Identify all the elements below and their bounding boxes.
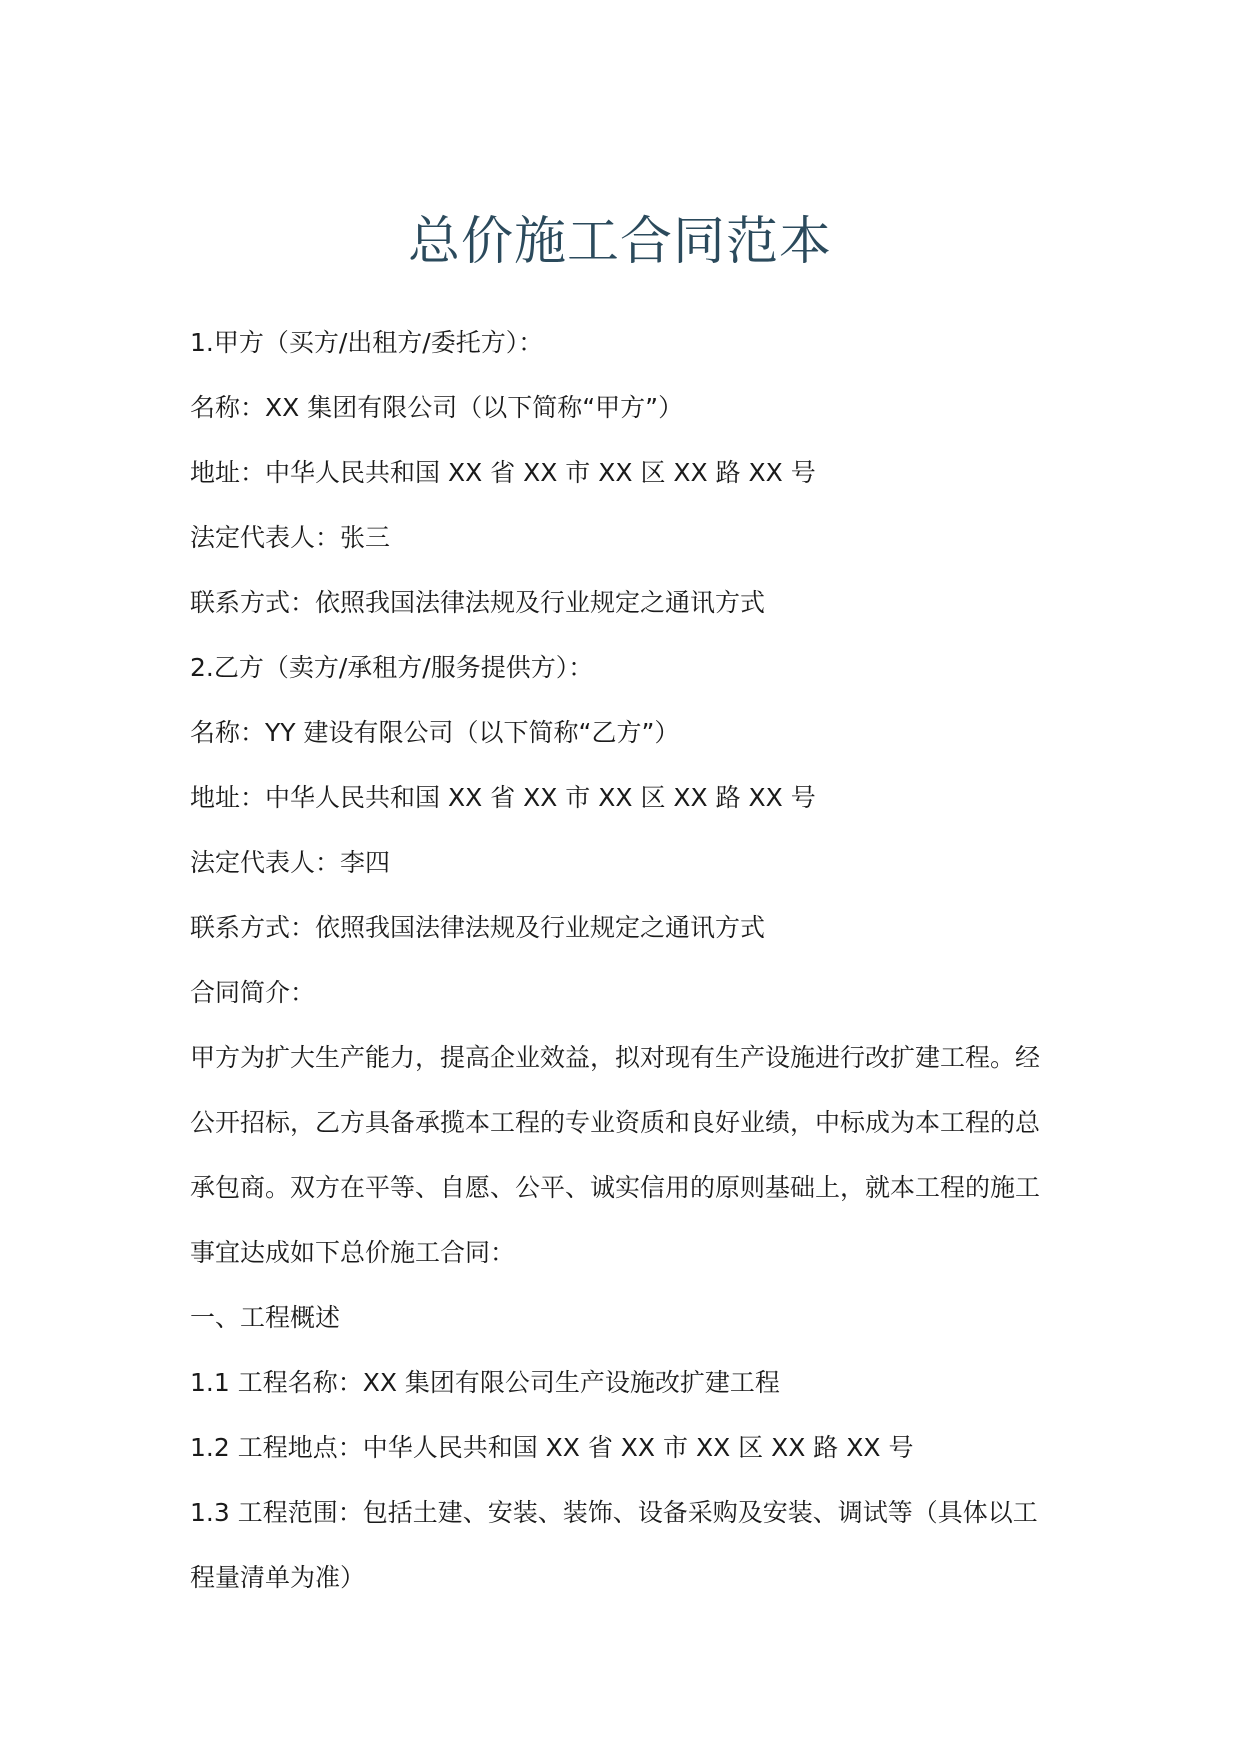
contract-intro-heading: 合同简介：	[190, 978, 316, 1007]
intro-line: 事宜达成如下总价施工合同：	[190, 1238, 516, 1267]
item-project-scope: 1.3 工程范围：包括土建、安装、装饰、设备采购及安装、调试等（具体以工	[190, 1498, 1038, 1527]
party-b-contact: 联系方式：依照我国法律法规及行业规定之通讯方式	[190, 913, 766, 942]
item-project-scope-continuation: 程量清单为准）	[190, 1563, 366, 1592]
section-heading: 一、工程概述	[190, 1303, 341, 1332]
document-title: 总价施工合同范本	[407, 212, 832, 272]
party-b-representative: 法定代表人：李四	[190, 848, 391, 877]
intro-line: 公开招标，乙方具备承揽本工程的专业资质和良好业绩，中标成为本工程的总	[190, 1108, 1041, 1137]
party-b-name: 名称：YY 建设有限公司（以下简称“乙方”）	[190, 718, 680, 747]
party-a-contact: 联系方式：依照我国法律法规及行业规定之通讯方式	[190, 588, 766, 617]
item-project-location: 1.2 工程地点：中华人民共和国 XX 省 XX 市 XX 区 XX 路 XX 号	[190, 1433, 914, 1462]
intro-line: 承包商。双方在平等、自愿、公平、诚实信用的原则基础上，就本工程的施工	[190, 1173, 1041, 1202]
party-a-representative: 法定代表人：张三	[190, 523, 391, 552]
party-b-heading: 2.乙方（卖方/承租方/服务提供方）：	[190, 653, 594, 682]
contract-intro-paragraph	[190, 1025, 1050, 1285]
party-a-address: 地址：中华人民共和国 XX 省 XX 市 XX 区 XX 路 XX 号	[190, 458, 816, 487]
party-a-name: 名称：XX 集团有限公司（以下简称“甲方”）	[190, 393, 684, 422]
party-a-heading: 1.甲方（买方/出租方/委托方）：	[190, 328, 544, 357]
intro-line: 甲方为扩大生产能力，提高企业效益，拟对现有生产设施进行改扩建工程。经	[190, 1043, 1041, 1072]
party-b-address: 地址：中华人民共和国 XX 省 XX 市 XX 区 XX 路 XX 号	[190, 783, 816, 812]
item-project-name: 1.1 工程名称：XX 集团有限公司生产设施改扩建工程	[190, 1368, 780, 1397]
document-body	[190, 310, 1050, 1610]
